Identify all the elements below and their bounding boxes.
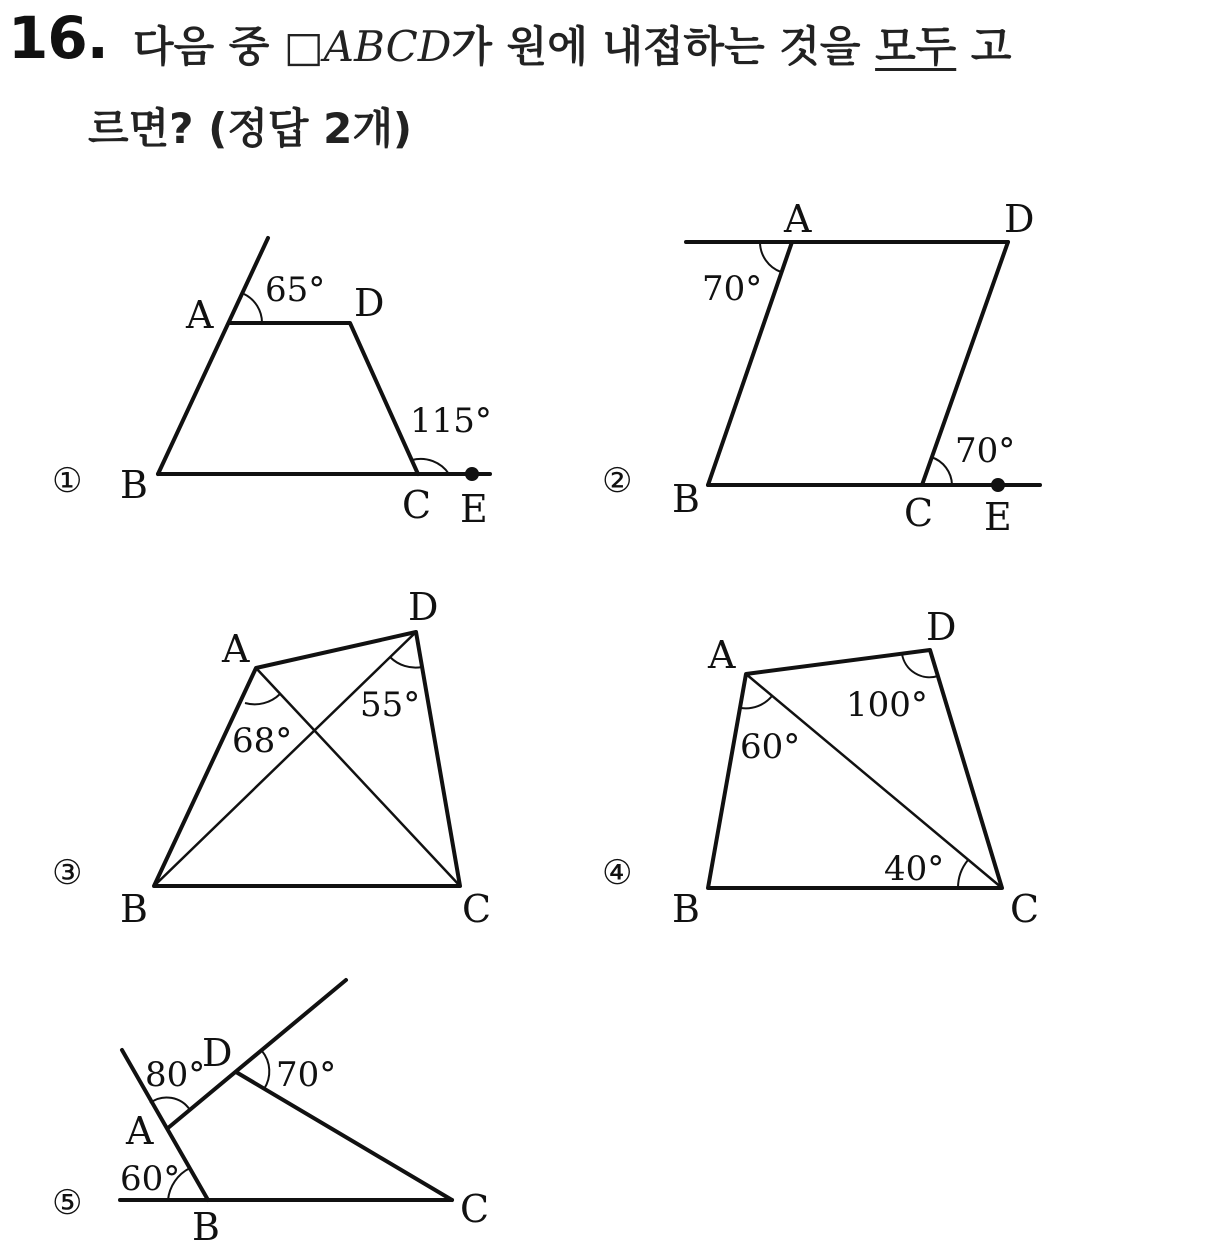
choice-4-marker: ④ <box>602 853 633 893</box>
choice-5-arc-d <box>262 1051 269 1089</box>
choice-5-figure <box>52 980 489 1249</box>
quadrilateral-name: ABCD <box>323 22 452 71</box>
choice-4-angle-c: 40° <box>884 849 945 889</box>
choice-1-label-a: A <box>186 293 214 337</box>
choice-3-label-a: A <box>222 627 250 671</box>
choice-5-label-c: C <box>460 1187 490 1231</box>
choice-1-angle-c: 115° <box>410 401 492 441</box>
choice-2-label-e: E <box>984 495 1012 539</box>
choice-2-angle-a: 70° <box>702 269 763 309</box>
choice-1-label-e: E <box>460 487 488 531</box>
choice-5-angle-a: 80° <box>145 1055 206 1095</box>
choice-4-arc-c <box>958 860 968 888</box>
choice-1-point-e <box>465 467 479 481</box>
choice-3-angle-a: 68° <box>232 721 293 761</box>
choice-2-angle-c: 70° <box>955 431 1016 471</box>
question-text-end: 고 <box>956 22 1012 71</box>
choice-5-marker: ⑤ <box>52 1183 83 1223</box>
underlined-word: 모두 <box>875 22 957 71</box>
choice-1-figure <box>52 238 492 531</box>
square-symbol: □ <box>283 22 324 71</box>
choice-4-angle-a: 60° <box>740 727 801 767</box>
choice-3-label-b: B <box>120 887 148 931</box>
choice-3-label-d: D <box>408 585 439 629</box>
choice-1-side-ab-extended <box>158 238 268 474</box>
choice-3-quadrilateral <box>154 632 460 886</box>
choice-5-side-ad-extended <box>168 980 346 1128</box>
choice-1-sides <box>230 323 418 474</box>
choice-4-label-c: C <box>1010 887 1040 931</box>
choice-3-marker: ③ <box>52 853 83 893</box>
choice-1-angle-a: 65° <box>265 270 326 310</box>
choice-2-label-c: C <box>904 491 934 535</box>
choice-4-angle-d: 100° <box>846 685 928 725</box>
choice-2-point-e <box>991 478 1005 492</box>
choice-2-label-a: A <box>784 197 812 241</box>
question-text-middle: 가 원에 내접하는 것을 <box>451 22 876 71</box>
choice-4-label-b: B <box>672 887 700 931</box>
choice-4-arc-a <box>741 696 772 708</box>
question-number: 16. <box>8 4 108 72</box>
choice-4-label-a: A <box>708 633 736 677</box>
choice-3-arc-d <box>390 657 422 668</box>
choice-5-label-a: A <box>126 1109 154 1153</box>
choice-3-label-c: C <box>462 887 492 931</box>
choice-1-label-c: C <box>402 483 432 527</box>
choice-5-side-dc <box>236 1072 452 1200</box>
choice-1-marker: ① <box>52 461 83 501</box>
choice-2-label-b: B <box>672 477 700 521</box>
choice-2-arc-c <box>931 457 952 485</box>
choice-1-label-d: D <box>354 281 385 325</box>
choice-2-arc-a <box>760 242 781 272</box>
choice-5-label-d: D <box>202 1031 233 1075</box>
choice-1-label-b: B <box>120 463 148 507</box>
choice-5-label-b: B <box>192 1205 220 1249</box>
choice-4-label-d: D <box>926 605 957 649</box>
choice-2-marker: ② <box>602 461 633 501</box>
question-text-start: 다음 중 <box>133 22 284 71</box>
choice-3-angle-d: 55° <box>360 685 421 725</box>
choice-2-figure <box>602 197 1040 539</box>
choice-3-arc-a <box>245 694 280 704</box>
choice-2-label-d: D <box>1004 197 1035 241</box>
choice-5-angle-b: 60° <box>120 1159 181 1199</box>
question-text-line2: 르면? (정답 2개) <box>88 104 413 153</box>
choice-1-arc-a <box>244 294 262 323</box>
choice-4-figure <box>602 605 1039 931</box>
choice-5-angle-d: 70° <box>276 1055 337 1095</box>
choice-3-figure <box>52 585 491 931</box>
